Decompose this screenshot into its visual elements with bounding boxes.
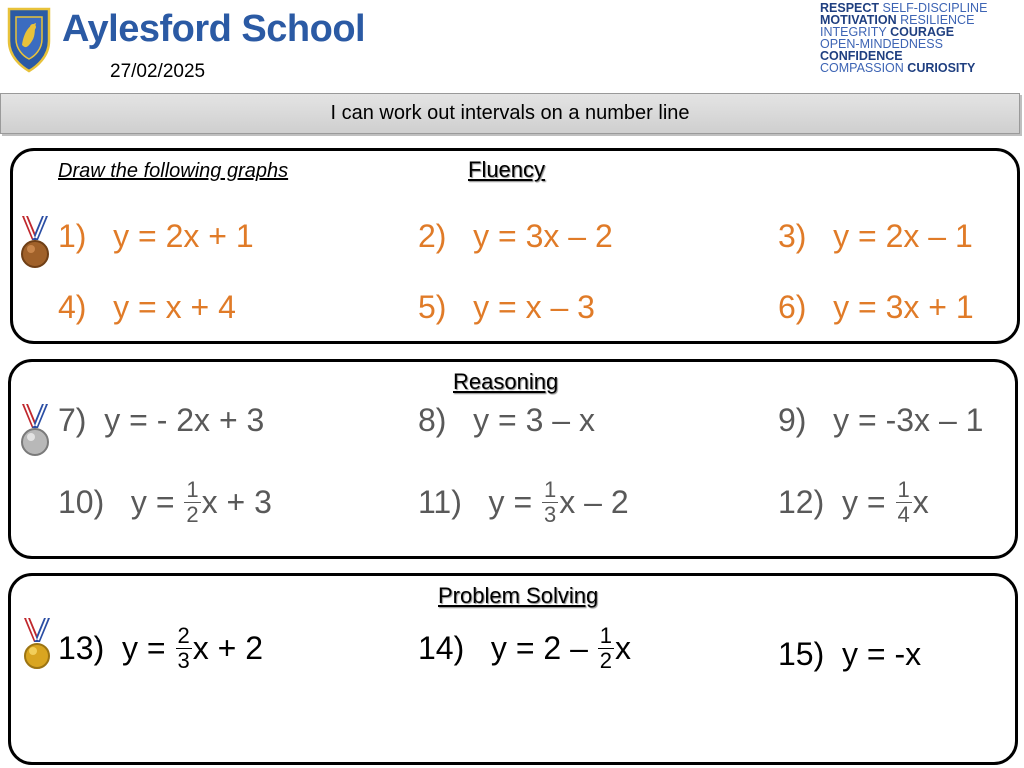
question-equation: y = x + 4 (113, 289, 236, 325)
school-value: COMPASSION (820, 61, 904, 75)
question-4 (58, 289, 236, 325)
fluency-heading: Fluency (468, 157, 546, 182)
question-label: 4) (58, 289, 87, 325)
gold-medal-icon (20, 616, 54, 672)
question-label: 14) (418, 629, 465, 666)
fraction-denominator: 2 (599, 648, 613, 673)
question-equation: y = 2x – 1 (833, 218, 973, 254)
fraction-numerator: 1 (186, 477, 199, 502)
fraction-denominator: 4 (897, 502, 910, 527)
school-value: INTEGRITY (820, 25, 887, 39)
question-label: 8) (418, 402, 447, 438)
question-label: 12) (778, 483, 825, 520)
fraction-numerator: 1 (897, 477, 910, 502)
instruction-text: Draw the following graphs (58, 160, 289, 182)
bronze-medal-icon (18, 214, 52, 270)
question-5 (418, 289, 595, 325)
question-label: 6) (778, 289, 807, 325)
question-equation: y = -x (842, 636, 922, 672)
reasoning-heading: Reasoning (453, 369, 559, 394)
question-3 (778, 218, 973, 254)
school-value: SELF-DISCIPLINE (879, 1, 988, 15)
equation-suffix: x (615, 629, 632, 666)
problem-solving-heading: Problem Solving (438, 583, 599, 608)
question-label: 9) (778, 402, 807, 438)
question-label: 10) (58, 483, 105, 520)
question-label: 7) (58, 402, 87, 438)
question-equation: y = 3 – x (473, 402, 595, 438)
equation-prefix: y = (488, 483, 542, 520)
question-13 (58, 623, 264, 675)
school-value: CONFIDENCE (820, 49, 903, 63)
question-equation: y = 3x – 2 (473, 218, 613, 254)
fraction-numerator: 1 (599, 623, 613, 648)
school-value: MOTIVATION (820, 13, 897, 27)
learning-objective: I can work out intervals on a number line (330, 102, 690, 124)
equation-prefix: y = 2 – (490, 629, 597, 666)
lesson-date: 27/02/2025 (110, 61, 206, 82)
question-label: 2) (418, 218, 447, 254)
equation-prefix: y = (122, 629, 175, 666)
fraction-denominator: 3 (177, 648, 190, 673)
fraction-denominator: 2 (186, 502, 199, 527)
question-10 (58, 477, 272, 529)
question-2 (418, 218, 613, 254)
fraction (896, 478, 912, 527)
equation-prefix: y = (842, 483, 895, 520)
equation-prefix: y = (130, 483, 184, 520)
school-value: CURIOSITY (903, 61, 976, 75)
question-12 (778, 477, 929, 529)
fraction (176, 624, 192, 673)
equation-suffix: x – 2 (559, 483, 629, 520)
school-values-line (820, 62, 1022, 74)
question-7 (58, 402, 264, 438)
question-6 (778, 289, 974, 325)
question-equation: y = x – 3 (473, 289, 595, 325)
equation-suffix: x + 2 (192, 629, 264, 666)
question-label: 13) (58, 629, 105, 666)
question-14 (418, 623, 632, 675)
silver-medal-icon (18, 402, 52, 458)
question-label: 11) (418, 483, 462, 520)
question-9 (778, 402, 983, 438)
school-value: COURAGE (886, 25, 955, 39)
school-value: RESILIENCE (896, 13, 975, 27)
question-equation: y = - 2x + 3 (104, 402, 265, 438)
question-15 (778, 636, 921, 672)
school-value: OPEN-MINDEDNESS (820, 37, 943, 51)
fraction (542, 478, 558, 527)
question-equation: y = -3x – 1 (833, 402, 984, 438)
fraction-denominator: 3 (544, 502, 557, 527)
fraction-numerator: 1 (544, 477, 557, 502)
equation-suffix: x (912, 483, 929, 520)
question-label: 1) (58, 218, 87, 254)
fraction-numerator: 2 (177, 623, 190, 648)
question-label: 15) (778, 636, 825, 672)
question-equation: y = 3x + 1 (833, 289, 974, 325)
school-crest-icon (6, 5, 52, 73)
fraction (184, 478, 200, 527)
question-label: 3) (778, 218, 807, 254)
question-equation: y = 2x + 1 (113, 218, 254, 254)
school-name: Aylesford School (62, 8, 366, 50)
question-11 (418, 477, 629, 529)
question-8 (418, 402, 595, 438)
fraction (598, 624, 614, 673)
question-1 (58, 218, 254, 254)
equation-suffix: x + 3 (201, 483, 272, 520)
school-value: RESPECT (820, 1, 880, 15)
school-values (820, 2, 1022, 74)
question-label: 5) (418, 289, 447, 325)
learning-objective-bar (0, 93, 1020, 134)
